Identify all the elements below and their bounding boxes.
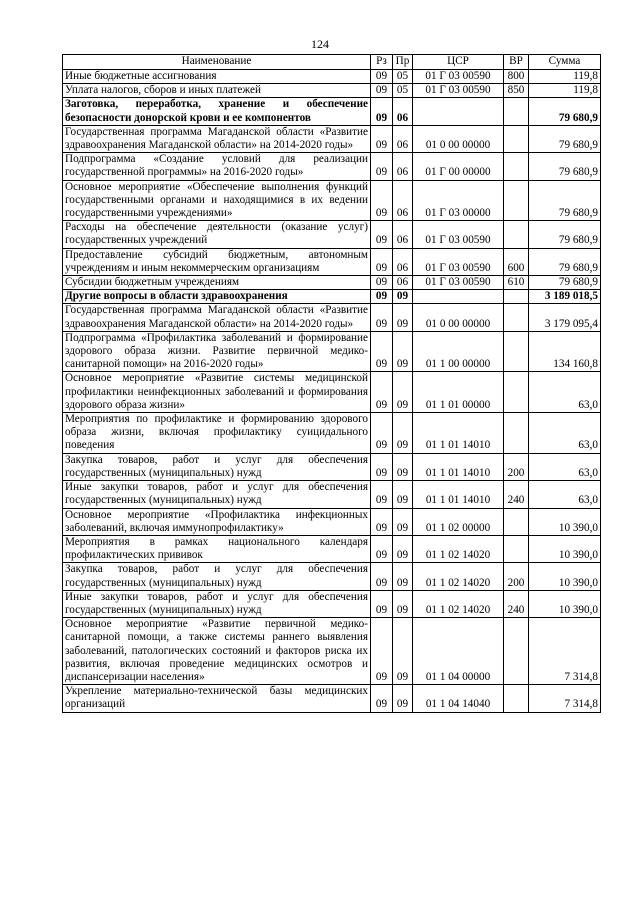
header-vr: ВР bbox=[504, 55, 529, 70]
table-row bbox=[63, 153, 601, 180]
cell-sum: 7 314,8 bbox=[529, 685, 601, 712]
cell-rz: 09 bbox=[371, 590, 393, 617]
cell-rz: 09 bbox=[371, 98, 393, 125]
cell-vr bbox=[504, 618, 529, 685]
table-row bbox=[63, 221, 601, 248]
cell-csr: 01 1 02 14020 bbox=[413, 590, 504, 617]
table-row bbox=[63, 180, 601, 221]
cell-name: Государственная программа Магаданской области «Развитие здравоохранения Магаданской области» на 2014-2020 годы» bbox=[63, 125, 371, 152]
cell-name: Подпрограмма «Создание условий для реализации государственной программы» на 2016-2020 годы» bbox=[63, 153, 371, 180]
cell-pr: 09 bbox=[393, 331, 413, 372]
cell-csr: 01 Г 03 00590 bbox=[413, 70, 504, 84]
cell-pr: 06 bbox=[393, 125, 413, 152]
table-row bbox=[63, 248, 601, 275]
cell-pr: 06 bbox=[393, 180, 413, 221]
table-row bbox=[63, 125, 601, 152]
cell-sum: 119,8 bbox=[529, 84, 601, 98]
cell-pr: 06 bbox=[393, 153, 413, 180]
cell-name: Укрепление материально-технической базы медицинских организаций bbox=[63, 685, 371, 712]
table-row bbox=[63, 98, 601, 125]
table-body bbox=[63, 70, 601, 713]
cell-vr: 200 bbox=[504, 563, 529, 590]
cell-sum: 63,0 bbox=[529, 453, 601, 480]
cell-rz: 09 bbox=[371, 372, 393, 413]
cell-sum: 79 680,9 bbox=[529, 248, 601, 275]
cell-rz: 09 bbox=[371, 535, 393, 562]
table-header-row bbox=[63, 55, 601, 70]
cell-pr: 09 bbox=[393, 290, 413, 304]
cell-rz: 09 bbox=[371, 276, 393, 290]
cell-rz: 09 bbox=[371, 153, 393, 180]
cell-vr: 240 bbox=[504, 590, 529, 617]
cell-csr: 01 Г 03 00590 bbox=[413, 221, 504, 248]
cell-csr bbox=[413, 290, 504, 304]
cell-sum: 3 189 018,5 bbox=[529, 290, 601, 304]
cell-name: Основное мероприятие «Обеспечение выполнения функций государственными органами и находящимися в их ведении государственными учреждениями» bbox=[63, 180, 371, 221]
cell-rz: 09 bbox=[371, 685, 393, 712]
cell-csr: 01 1 00 00000 bbox=[413, 331, 504, 372]
cell-sum: 63,0 bbox=[529, 372, 601, 413]
table-row bbox=[63, 372, 601, 413]
header-rz: Рз bbox=[371, 55, 393, 70]
cell-name: Мероприятия в рамках национального календаря профилактических прививок bbox=[63, 535, 371, 562]
cell-csr: 01 Г 00 00000 bbox=[413, 153, 504, 180]
table-row bbox=[63, 563, 601, 590]
cell-name: Иные закупки товаров, работ и услуг для обеспечения государственных (муниципальных) нужд bbox=[63, 481, 371, 508]
cell-pr: 09 bbox=[393, 413, 413, 454]
cell-vr bbox=[504, 153, 529, 180]
cell-vr bbox=[504, 413, 529, 454]
cell-pr: 05 bbox=[393, 70, 413, 84]
page-number: 124 bbox=[311, 37, 329, 51]
cell-csr: 01 1 02 00000 bbox=[413, 508, 504, 535]
cell-pr: 06 bbox=[393, 276, 413, 290]
cell-rz: 09 bbox=[371, 248, 393, 275]
budget-table bbox=[62, 54, 601, 713]
cell-rz: 09 bbox=[371, 413, 393, 454]
cell-rz: 09 bbox=[371, 221, 393, 248]
cell-sum: 79 680,9 bbox=[529, 221, 601, 248]
cell-vr: 240 bbox=[504, 481, 529, 508]
cell-vr bbox=[504, 221, 529, 248]
header-name: Наименование bbox=[63, 55, 371, 70]
cell-vr bbox=[504, 98, 529, 125]
cell-pr: 09 bbox=[393, 685, 413, 712]
cell-name: Мероприятия по профилактике и формированию здорового образа жизни, включая профилактику суицидального поведения bbox=[63, 413, 371, 454]
cell-pr: 05 bbox=[393, 84, 413, 98]
cell-sum: 10 390,0 bbox=[529, 563, 601, 590]
cell-csr: 01 Г 03 00000 bbox=[413, 180, 504, 221]
header-csr: ЦСР bbox=[413, 55, 504, 70]
cell-rz: 09 bbox=[371, 84, 393, 98]
header-pr: Пр bbox=[393, 55, 413, 70]
cell-name: Закупка товаров, работ и услуг для обеспечения государственных (муниципальных) нужд bbox=[63, 453, 371, 480]
table-row bbox=[63, 508, 601, 535]
cell-csr: 01 0 00 00000 bbox=[413, 125, 504, 152]
cell-rz: 09 bbox=[371, 180, 393, 221]
cell-rz: 09 bbox=[371, 563, 393, 590]
cell-name: Основное мероприятие «Развитие системы медицинской профилактики неинфекционных заболеваний и формирования здорового образа жизни» bbox=[63, 372, 371, 413]
table-row bbox=[63, 618, 601, 685]
cell-sum: 79 680,9 bbox=[529, 125, 601, 152]
cell-csr bbox=[413, 98, 504, 125]
cell-csr: 01 1 01 14010 bbox=[413, 413, 504, 454]
cell-rz: 09 bbox=[371, 304, 393, 331]
cell-vr bbox=[504, 508, 529, 535]
cell-sum: 79 680,9 bbox=[529, 153, 601, 180]
cell-name: Расходы на обеспечение деятельности (оказание услуг) государственных учреждений bbox=[63, 221, 371, 248]
cell-sum: 134 160,8 bbox=[529, 331, 601, 372]
cell-vr bbox=[504, 685, 529, 712]
table-row bbox=[63, 685, 601, 712]
cell-csr: 01 1 02 14020 bbox=[413, 535, 504, 562]
cell-csr: 01 1 01 00000 bbox=[413, 372, 504, 413]
cell-pr: 09 bbox=[393, 304, 413, 331]
cell-rz: 09 bbox=[371, 331, 393, 372]
cell-name: Иные закупки товаров, работ и услуг для обеспечения государственных (муниципальных) нужд bbox=[63, 590, 371, 617]
cell-rz: 09 bbox=[371, 70, 393, 84]
cell-pr: 09 bbox=[393, 563, 413, 590]
cell-vr bbox=[504, 290, 529, 304]
cell-sum: 10 390,0 bbox=[529, 590, 601, 617]
cell-name: Закупка товаров, работ и услуг для обеспечения государственных (муниципальных) нужд bbox=[63, 563, 371, 590]
cell-csr: 01 Г 03 00590 bbox=[413, 276, 504, 290]
cell-csr: 01 1 04 00000 bbox=[413, 618, 504, 685]
cell-pr: 09 bbox=[393, 481, 413, 508]
cell-csr: 01 Г 03 00590 bbox=[413, 84, 504, 98]
cell-name: Основное мероприятие «Развитие первичной медико-санитарной помощи, а также системы раннего выявления заболеваний, патологических состояний и факторов риска их развития, включая проведение медицинских осмотров и диспансеризации населения» bbox=[63, 618, 371, 685]
cell-sum: 10 390,0 bbox=[529, 535, 601, 562]
cell-name: Уплата налогов, сборов и иных платежей bbox=[63, 84, 371, 98]
table-row bbox=[63, 413, 601, 454]
cell-vr: 610 bbox=[504, 276, 529, 290]
cell-rz: 09 bbox=[371, 618, 393, 685]
table-row bbox=[63, 590, 601, 617]
cell-csr: 01 0 00 00000 bbox=[413, 304, 504, 331]
cell-pr: 09 bbox=[393, 535, 413, 562]
cell-pr: 09 bbox=[393, 372, 413, 413]
table-row bbox=[63, 70, 601, 84]
cell-csr: 01 Г 03 00590 bbox=[413, 248, 504, 275]
cell-csr: 01 1 02 14020 bbox=[413, 563, 504, 590]
cell-pr: 09 bbox=[393, 453, 413, 480]
cell-vr: 850 bbox=[504, 84, 529, 98]
cell-name: Подпрограмма «Профилактика заболеваний и формирование здорового образа жизни. Развитие первичной медико-санитарной помощи» на 2016-2020 годы» bbox=[63, 331, 371, 372]
cell-pr: 06 bbox=[393, 221, 413, 248]
cell-vr bbox=[504, 304, 529, 331]
cell-sum: 63,0 bbox=[529, 481, 601, 508]
header-sum: Сумма bbox=[529, 55, 601, 70]
cell-vr: 600 bbox=[504, 248, 529, 275]
cell-name: Субсидии бюджетным учреждениям bbox=[63, 276, 371, 290]
cell-sum: 79 680,9 bbox=[529, 276, 601, 290]
cell-name: Предоставление субсидий бюджетным, автономным учреждениям и иным некоммерческим организациям bbox=[63, 248, 371, 275]
table-row bbox=[63, 304, 601, 331]
cell-vr bbox=[504, 180, 529, 221]
cell-pr: 06 bbox=[393, 98, 413, 125]
table-row bbox=[63, 331, 601, 372]
cell-vr: 800 bbox=[504, 70, 529, 84]
cell-name: Заготовка, переработка, хранение и обеспечение безопасности донорской крови и ее компонентов bbox=[63, 98, 371, 125]
cell-sum: 79 680,9 bbox=[529, 180, 601, 221]
table-row bbox=[63, 453, 601, 480]
cell-name: Государственная программа Магаданской области «Развитие здравоохранения Магаданской области» на 2014-2020 годы» bbox=[63, 304, 371, 331]
cell-pr: 09 bbox=[393, 590, 413, 617]
cell-vr bbox=[504, 331, 529, 372]
cell-rz: 09 bbox=[371, 290, 393, 304]
cell-sum: 79 680,9 bbox=[529, 98, 601, 125]
cell-name: Другие вопросы в области здравоохранения bbox=[63, 290, 371, 304]
cell-csr: 01 1 04 14040 bbox=[413, 685, 504, 712]
cell-rz: 09 bbox=[371, 481, 393, 508]
cell-vr bbox=[504, 372, 529, 413]
cell-sum: 10 390,0 bbox=[529, 508, 601, 535]
cell-pr: 09 bbox=[393, 618, 413, 685]
cell-sum: 3 179 095,4 bbox=[529, 304, 601, 331]
table-row bbox=[63, 535, 601, 562]
cell-sum: 63,0 bbox=[529, 413, 601, 454]
cell-sum: 7 314,8 bbox=[529, 618, 601, 685]
cell-name: Иные бюджетные ассигнования bbox=[63, 70, 371, 84]
table-row bbox=[63, 276, 601, 290]
cell-csr: 01 1 01 14010 bbox=[413, 453, 504, 480]
cell-rz: 09 bbox=[371, 453, 393, 480]
cell-sum: 119,8 bbox=[529, 70, 601, 84]
cell-vr bbox=[504, 535, 529, 562]
cell-rz: 09 bbox=[371, 125, 393, 152]
table-row bbox=[63, 481, 601, 508]
table-row bbox=[63, 290, 601, 304]
cell-pr: 09 bbox=[393, 508, 413, 535]
cell-vr: 200 bbox=[504, 453, 529, 480]
cell-csr: 01 1 01 14010 bbox=[413, 481, 504, 508]
cell-name: Основное мероприятие «Профилактика инфекционных заболеваний, включая иммунопрофилактику» bbox=[63, 508, 371, 535]
cell-vr bbox=[504, 125, 529, 152]
cell-pr: 06 bbox=[393, 248, 413, 275]
cell-rz: 09 bbox=[371, 508, 393, 535]
table-row bbox=[63, 84, 601, 98]
